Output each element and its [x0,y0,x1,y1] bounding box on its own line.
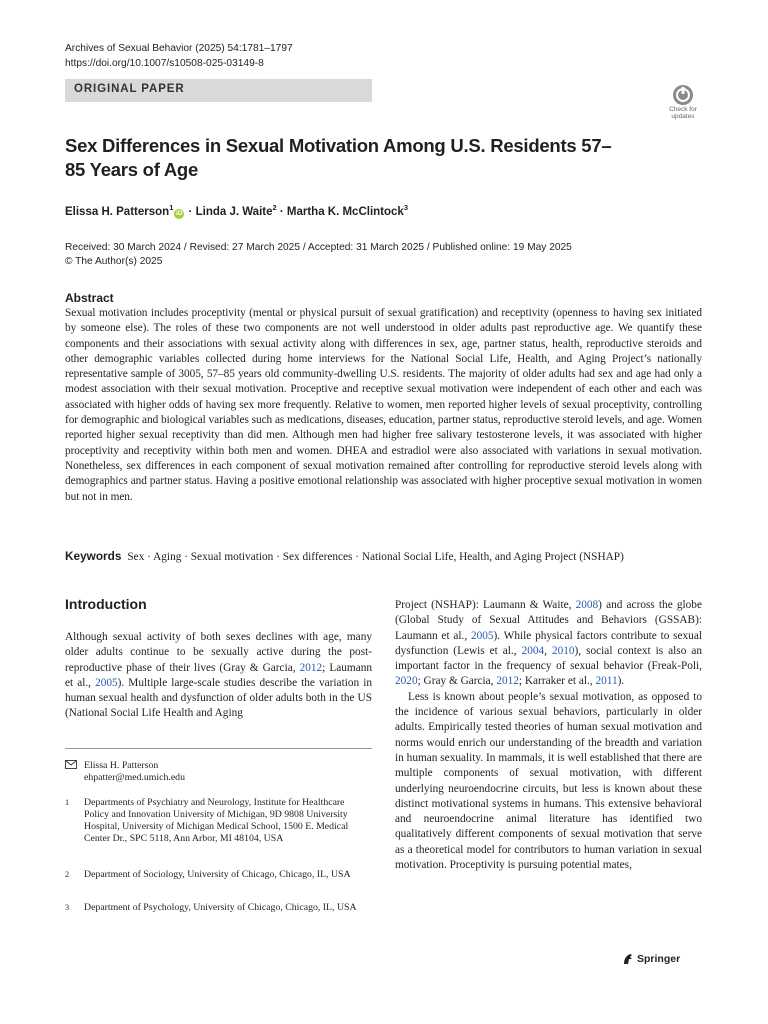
corresponding-author-name: Elissa H. Patterson [84,760,159,771]
citation-link[interactable]: 2005 [95,676,118,689]
check-for-updates-badge[interactable] [664,84,702,124]
history-dates: Received: 30 March 2024 / Revised: 27 March 2025 / Accepted: 31 March 2025 / Published online: 19 May 2025 [65,242,572,253]
article-type-banner [65,79,372,102]
citation-link[interactable]: 2004 [521,644,545,657]
paper-title: Sex Differences in Sexual Motivation Among U.S. Residents 57–85 Years of Age [65,135,612,180]
check-for-updates-text: Check for updates [669,106,697,120]
corresponding-author-note [65,760,372,790]
publisher-name: Springer [637,953,681,965]
author-name[interactable]: Linda J. Waite [195,205,273,218]
keywords [65,549,624,563]
body-text: , [544,644,552,657]
citation-link[interactable]: 2010 [551,644,575,657]
author-name[interactable]: Martha K. McClintock [286,205,404,218]
right-column [395,598,702,873]
left-column [65,630,372,722]
publisher-logo [622,953,680,968]
abstract-text: Sexual motivation includes proceptivity (mental or physical pursuit of sexual gratification) and receptivity (openness to having sex initiated by someone else). The roles of these two components are not well understood in older adults past reproductive age. We quantify these components and their associations with sexual activity along with differences in sex, age, partner status, health, reproductive steroids and other demographic variables collected during home interviews for the National Social Life, Health, and Aging Project’s nationally representative sample of 3005, 57–85 years old community-dwelling U.S. residents. The majority of older adults had sex and age had only a modest association with their sexual motivation. Proceptive and receptive sexual motivation were independent of each other and each was associated with higher odds of having sex more frequently. Relative to women, men reported higher levels of sexual proceptivity, controlling for demographic and biological variables such as medications, diseases, education, partner status, reproductive steroid levels, and age. Women reported higher sexual receptivity than did men. Although men had higher free salivary testosterone levels, it was associated with higher proceptivity and receptivity within both men and women. DHEA and estradiol were also associated with variations in sexual motivation. Nonetheless, sex differences in each component of sexual motivation remained after controlling for reproductive steroid levels along with demographics and partner status. Having a positive emotional relationship was associated with higher proceptive sexual motivation in women but not in men. [65,307,702,503]
keywords-label: Keywords [65,549,122,563]
journal-header [65,41,293,71]
citation-link[interactable]: 2008 [575,599,599,611]
copyright: © The Author(s) 2025 [65,255,163,267]
envelope-icon [65,760,77,773]
body-text: ). While physical factors contribute to sexual dysfunction (Lewis et al., [395,629,702,657]
citation-link[interactable]: 2005 [470,629,494,642]
affiliation-text: Department of Psychology, University of Chicago, Chicago, IL, USA [84,902,357,913]
footnote-divider [65,748,372,749]
affiliation-footnote [65,869,372,897]
springer-horse-icon [622,953,634,968]
body-text: ; Karraker et al., [518,675,596,688]
body-text: ). [617,675,625,688]
citation-link[interactable]: 2011 [595,675,618,688]
body-text: Project (NSHAP): Laumann & Waite, [395,599,576,611]
journal-citation: Archives of Sexual Behavior (2025) 54:1781–1797 [65,43,293,54]
author-affiliation-mark: 1 [169,203,174,212]
article-type-label: ORIGINAL PAPER [74,83,185,95]
body-text: Although sexual activity of both sexes declines with age, many older adults continue to be sexually active during the post-reproductive phase of their lives (Gray & Garcia, [65,631,372,674]
author-affiliation-mark: 3 [403,203,408,212]
publication-dates [65,241,572,268]
citation-link[interactable]: 2012 [299,661,323,674]
author-separator: · [276,205,287,218]
citation-link[interactable]: 2020 [395,675,418,688]
author-name[interactable]: Elissa H. Patterson [65,205,170,218]
body-text: ; Laumann et al., [65,661,373,689]
body-text: ), social context is also an important factor in the frequency of sexual behavior (Freak-Poli, [395,644,702,673]
body-text: ) and across the globe (Global Study of Sexual Attitudes and Behaviors (GSSAB): Laumann et al., [395,599,702,642]
affiliation-footnote [65,902,372,930]
intro-paragraph-1 [65,630,372,722]
keywords-list: Sex · Aging · Sexual motivation · Sex differences · National Social Life, Health, and Aging Project (NSHAP) [127,551,624,563]
body-text: ). Multiple large-scale studies describe the variation in human sexual health and dysfunction of older adults both in the US (National Social Life Health and Aging [65,676,372,720]
author-list [65,203,408,219]
body-text: ; Gray & Garcia, [417,675,497,688]
affiliation-number: 3 [65,903,70,912]
citation-link[interactable]: 2012 [496,675,519,688]
affiliation-footnote [65,797,372,867]
affiliation-text: Department of Sociology, University of Chicago, Chicago, IL, USA [84,869,351,880]
check-for-updates-icon [673,85,693,105]
orcid-icon[interactable]: iD [176,209,183,217]
affiliation-number: 2 [65,870,70,879]
section-heading-introduction: Introduction [65,596,147,612]
intro-paragraph-2: Less is known about people’s sexual motivation, as opposed to the incidence of various sexual behaviors, particularly in older adults. Empirically tested theories of human sexual motivation and norms would enrich our understanding of the breadth and variation in human sexuality. In mammals, it is well established that there are multiple components of sexual motivation, with different underlying neuroendocrine circuits, but less is known about these distinct motivational systems in humans. This extensive behavioral and neuroendocrine animal literature has identified two qualitatively different components of sexual motivation that serve as a theoretical model for contributors to human variation in sexual motivation. Proceptivity is pursuing potential mates, [395,690,702,872]
author-affiliation-mark: 2 [272,203,277,212]
abstract-heading: Abstract [65,291,114,305]
affiliation-number: 1 [65,798,70,807]
corresponding-author-email[interactable]: ehpatter@med.umich.edu [84,772,185,783]
intro-paragraph-1-continued [395,598,702,690]
affiliation-text: Departments of Psychiatry and Neurology, Institute for Healthcare Policy and Innovation University of Michigan, 9D 9808 University Hospital, University of Michigan Medical School, 1500 E. Medical Center Dr., SPC 5118, Ann Arbor, MI 48104, USA [84,797,349,844]
author-separator: · [185,205,196,218]
journal-doi[interactable]: https://doi.org/10.1007/s10508-025-03149-8 [65,58,264,69]
